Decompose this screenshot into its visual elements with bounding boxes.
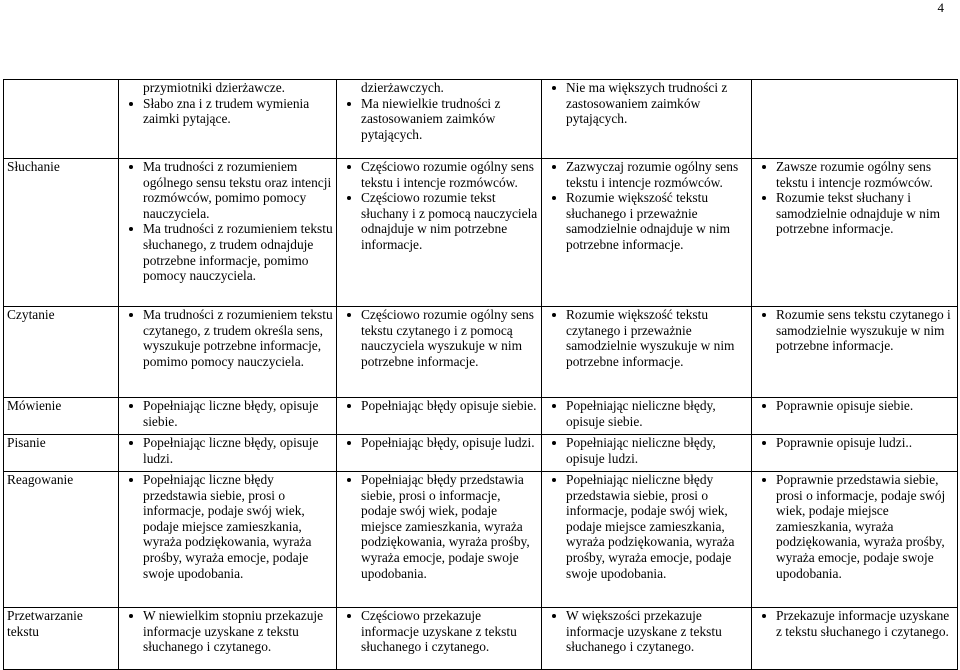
criteria-list [754, 472, 955, 581]
criteria-cell-level-3 [542, 80, 752, 159]
page-number: 4 [937, 0, 944, 15]
criteria-list [544, 398, 749, 429]
criteria-cell-level-1 [119, 159, 337, 307]
list-item: Ma trudności z rozumieniem tekstu słuchanego, z trudem odnajduje potrzebne informacje, pomimo pomocy nauczyciela. [143, 221, 333, 284]
criteria-list [754, 159, 955, 237]
skill-label: Reagowanie [7, 472, 74, 487]
skill-cell [4, 398, 119, 435]
criteria-cell-level-4 [752, 472, 958, 608]
criteria-list [544, 608, 749, 655]
list-item: Poprawnie opisuje siebie. [776, 398, 955, 414]
list-item: W niewielkim stopniu przekazuje informacje uzyskane z tekstu słuchanego i czytanego. [143, 608, 334, 655]
list-item: Popełniając liczne błędy, opisuje siebie. [143, 398, 334, 429]
list-item: Popełniając liczne błędy przedstawia siebie, prosi o informacje, podaje swój wiek, podaje miejsce zamieszkania, wyraża podziękowania, wyraża prośby, wyraża emocje, podaje swoje upodobania. [143, 472, 334, 581]
criteria-cell-level-1 [119, 472, 337, 608]
criteria-cell-level-3 [542, 159, 752, 307]
criteria-cell-level-1 [119, 80, 337, 159]
list-item: Przekazuje informacje uzyskane z tekstu słuchanego i czytanego. [776, 608, 955, 639]
list-item: Poprawnie przedstawia siebie, prosi o informacje, podaje swój wiek, podaje miejsce zamieszkania, wyraża podziękowania, wyraża prośby, wyraża emocje, podaje swoje upodobania. [776, 472, 955, 581]
criteria-list [121, 435, 334, 466]
criteria-list [121, 398, 334, 429]
skill-cell [4, 80, 119, 159]
skill-cell [4, 159, 119, 307]
criteria-list [121, 608, 334, 655]
list-item: Popełniając błędy opisuje siebie. [361, 398, 539, 414]
criteria-list [544, 472, 749, 581]
table-row [4, 80, 958, 159]
skill-cell [4, 472, 119, 608]
list-item: Rozumie większość tekstu słuchanego i przeważnie samodzielnie odnajduje w nim potrzebne informacje. [566, 190, 749, 252]
list-item: Słabo zna i z trudem wymienia zaimki pytające. [143, 96, 334, 127]
criteria-list [121, 472, 334, 581]
criteria-cell-level-4 [752, 608, 958, 670]
criteria-list [339, 159, 539, 253]
criteria-list [754, 608, 955, 639]
criteria-cell-level-1 [119, 307, 337, 398]
list-item: Popełniając liczne błędy, opisuje ludzi. [143, 435, 334, 466]
criteria-cell-level-4 [752, 307, 958, 398]
skill-label: Przetwarzanie tekstu [7, 608, 83, 639]
table-row [4, 307, 958, 398]
criteria-cell-level-2 [337, 159, 542, 307]
list-item: przymiotniki dzierżawcze. [143, 80, 286, 95]
criteria-list [544, 435, 749, 466]
criteria-cell-level-3 [542, 472, 752, 608]
criteria-list [121, 159, 334, 284]
criteria-cell-level-4 [752, 159, 958, 307]
list-item: dzierżawczych. [361, 80, 444, 95]
criteria-cell-level-3 [542, 398, 752, 435]
skill-cell [4, 307, 119, 398]
list-item: Poprawnie opisuje ludzi.. [776, 435, 955, 451]
skill-label: Mówienie [7, 398, 62, 413]
criteria-list [339, 472, 539, 581]
criteria-cell-level-4 [752, 398, 958, 435]
list-item: Popełniając błędy, opisuje ludzi. [361, 435, 539, 451]
criteria-list [544, 159, 749, 253]
criteria-cell-level-2 [337, 307, 542, 398]
criteria-cell-level-3 [542, 435, 752, 472]
criteria-cell-level-2 [337, 608, 542, 670]
table-row [4, 472, 958, 608]
criteria-cell-level-1 [119, 435, 337, 472]
criteria-cell-level-1 [119, 608, 337, 670]
list-item: Ma trudności z rozumieniem ogólnego sensu tekstu oraz intencji rozmówców, pomimo pomocy nauczyciela. [143, 159, 334, 221]
list-item: W większości przekazuje informacje uzyskane z tekstu słuchanego i czytanego. [566, 608, 749, 655]
skill-label: Czytanie [7, 307, 55, 322]
list-item: Ma trudności z rozumieniem tekstu czytanego, z trudem określa sens, wyszukuje potrzebne informacje, pomimo pomocy nauczyciela. [143, 307, 333, 369]
list-item: Popełniając nieliczne błędy przedstawia siebie, prosi o informacje, podaje swój wiek, podaje miejsce zamieszkania, wyraża podziękowania, wyraża prośby, wyraża emocje, podaje swoje upodobania. [566, 472, 749, 581]
criteria-cell-level-1 [119, 398, 337, 435]
list-item: Zawsze rozumie ogólny sens tekstu i intencje rozmówców. [776, 159, 955, 190]
list-item: Ma niewielkie trudności z zastosowaniem zaimków pytających. [361, 96, 539, 143]
criteria-cell-level-2 [337, 472, 542, 608]
grading-criteria-table [3, 79, 958, 670]
skill-label: Słuchanie [7, 159, 60, 174]
criteria-list [121, 307, 334, 369]
list-item: Zazwyczaj rozumie ogólny sens tekstu i intencje rozmówców. [566, 159, 749, 190]
skill-label: Pisanie [7, 435, 46, 450]
list-item: Popełniając błędy przedstawia siebie, prosi o informacje, podaje swój wiek, podaje miejsce zamieszkania, wyraża podziękowania, wyraża prośby, wyraża emocje, podaje swoje upodobania. [361, 472, 539, 581]
criteria-cell-level-4 [752, 80, 958, 159]
list-item: Rozumie tekst słuchany i samodzielnie odnajduje w nim potrzebne informacje. [776, 190, 955, 237]
criteria-list [339, 398, 539, 414]
table-row [4, 398, 958, 435]
criteria-list [754, 307, 955, 354]
list-item: Rozumie sens tekstu czytanego i samodzielnie wyszukuje w nim potrzebne informacje. [776, 307, 955, 354]
criteria-list [339, 608, 539, 655]
criteria-list [544, 307, 749, 369]
table-row [4, 159, 958, 307]
criteria-cell-level-2 [337, 398, 542, 435]
list-item: Częściowo rozumie ogólny sens tekstu czytanego i z pomocą nauczyciela wyszukuje w nim potrzebne informacje. [361, 307, 539, 369]
list-item: Częściowo rozumie ogólny sens tekstu i intencje rozmówców. [361, 159, 539, 190]
criteria-list [754, 398, 955, 414]
criteria-cell-level-3 [542, 307, 752, 398]
list-item: Popełniając nieliczne błędy, opisuje siebie. [566, 398, 749, 429]
criteria-list [121, 80, 334, 127]
criteria-list [544, 80, 749, 127]
criteria-list [339, 435, 539, 451]
list-item: Częściowo przekazuje informacje uzyskane z tekstu słuchanego i czytanego. [361, 608, 539, 655]
list-item: Nie ma większych trudności z zastosowaniem zaimków pytających. [566, 80, 749, 127]
criteria-list [754, 435, 955, 451]
skill-cell [4, 435, 119, 472]
criteria-cell-level-2 [337, 435, 542, 472]
list-item: Częściowo rozumie tekst słuchany i z pomocą nauczyciela odnajduje w nim potrzebne informacje. [361, 190, 538, 252]
skill-cell [4, 608, 119, 670]
criteria-list [339, 80, 539, 142]
criteria-cell-level-3 [542, 608, 752, 670]
criteria-list [339, 307, 539, 369]
list-item: Rozumie większość tekstu czytanego i przeważnie samodzielnie wyszukuje w nim potrzebne informacje. [566, 307, 749, 369]
list-item: Popełniając nieliczne błędy, opisuje ludzi. [566, 435, 749, 466]
criteria-cell-level-4 [752, 435, 958, 472]
table-row [4, 435, 958, 472]
criteria-cell-level-2 [337, 80, 542, 159]
table-row [4, 608, 958, 670]
